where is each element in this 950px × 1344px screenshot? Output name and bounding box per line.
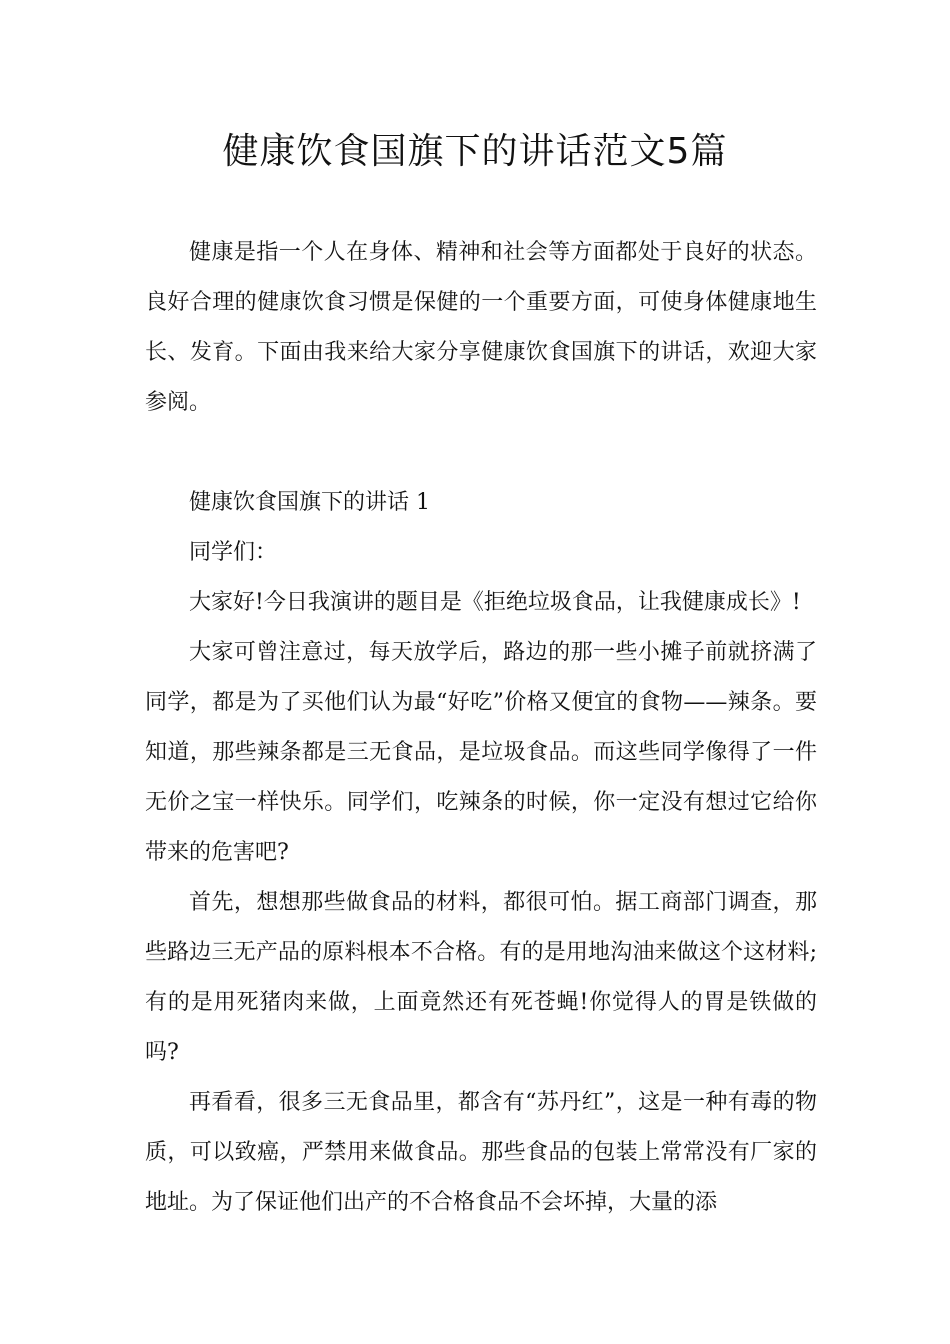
paragraph-spacer	[145, 428, 817, 478]
section-heading: 健康饮食国旗下的讲话 1	[189, 490, 430, 515]
greeting-line: 同学们：	[189, 540, 278, 565]
body-paragraph: 大家可曾注意过，每天放学后，路边的那一些小摊子前就挤满了同学，都是为了买他们认为最“好吃”价格又便宜的食物——辣条。要知道，那些辣条都是三无食品，是垃圾食品。而这些同学像得了一件无价之宝一样快乐。同学们，吃辣条的时候，你一定没有想过它给你带来的危害吧?	[145, 640, 817, 865]
document-title: 健康饮食国旗下的讲话范文5篇	[222, 131, 728, 172]
body-paragraph: 首先，想想那些做食品的材料，都很可怕。据工商部门调查，那些路边三无产品的原料根本不合格。有的是用地沟油来做这个这材料;有的是用死猪肉来做，上面竟然还有死苍蝇!你觉得人的胃是铁做的吗?	[145, 890, 817, 1065]
body-paragraph: 再看看，很多三无食品里，都含有“苏丹红”，这是一种有毒的物质，可以致癌，严禁用来做食品。那些食品的包装上常常没有厂家的地址。为了保证他们出产的不合格食品不会坏掉，大量的添	[145, 1090, 817, 1215]
body-paragraph: 大家好!今日我演讲的题目是《拒绝垃圾食品，让我健康成长》!	[189, 590, 801, 615]
intro-paragraph: 健康是指一个人在身体、精神和社会等方面都处于良好的状态。良好合理的健康饮食习惯是保健的一个重要方面，可使身体健康地生长、发育。下面由我来给大家分享健康饮食国旗下的讲话，欢迎大家参阅。	[145, 240, 817, 415]
document-body	[145, 228, 817, 1228]
